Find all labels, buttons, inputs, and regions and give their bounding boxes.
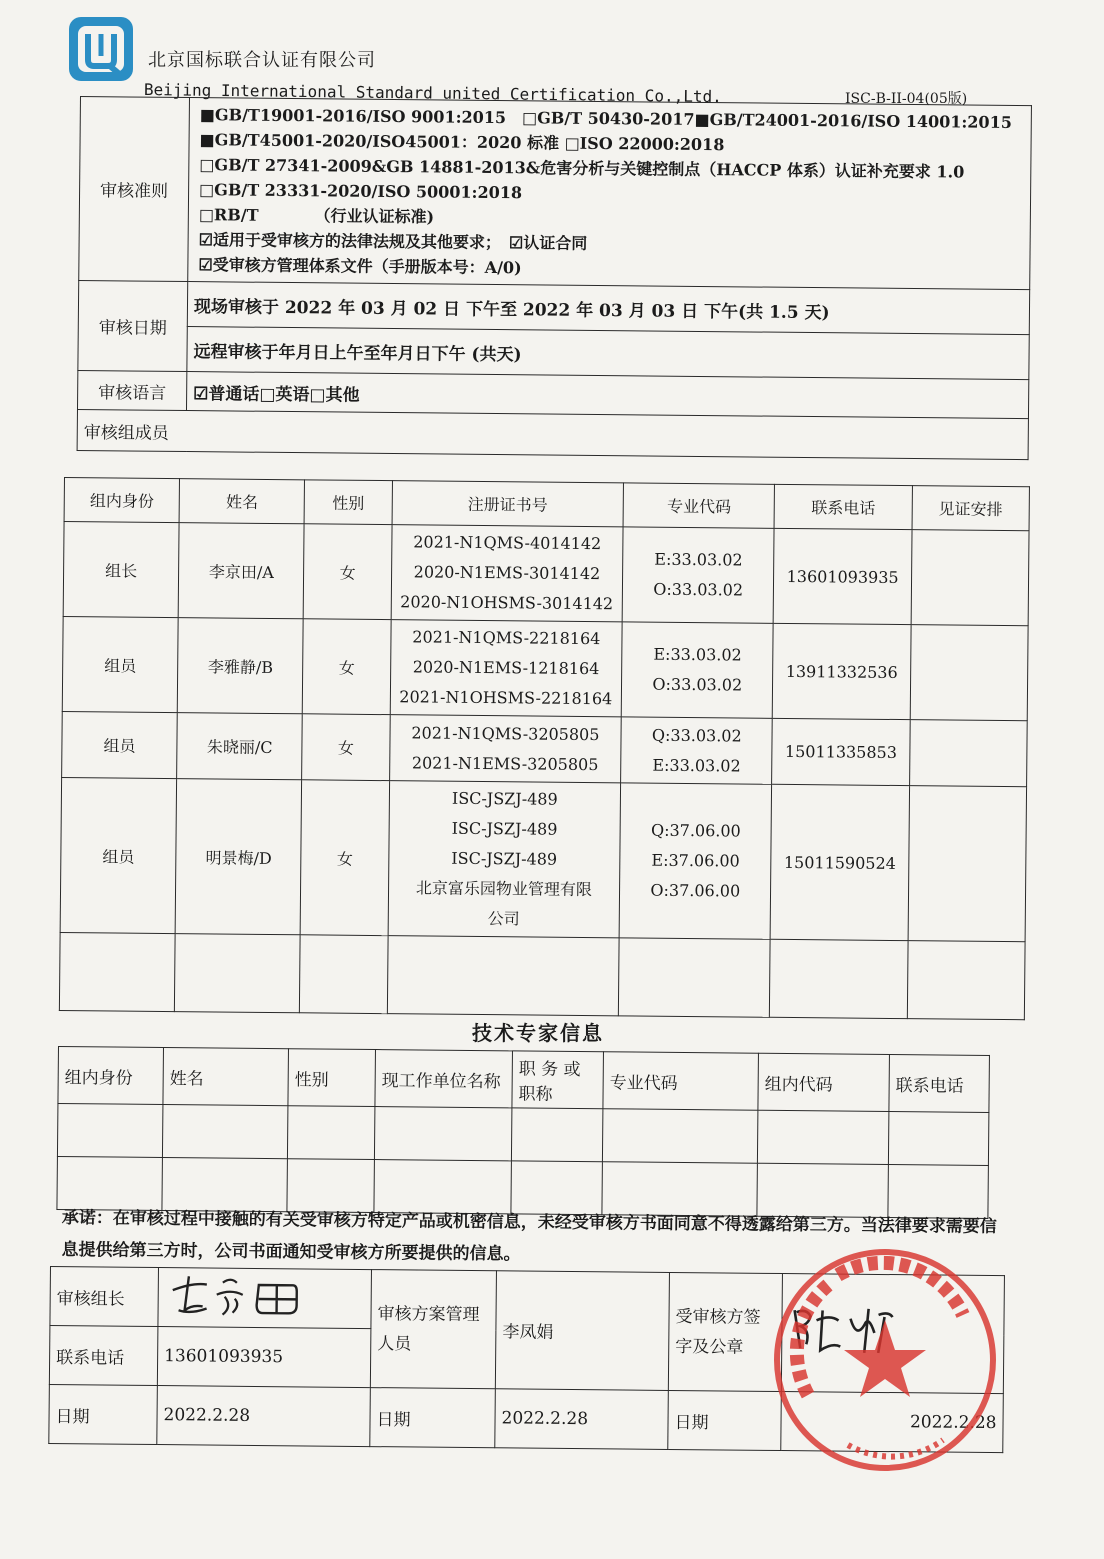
specialty-code: O:37.06.00 — [650, 880, 741, 901]
auditee-label: 受审核方签字及公章 — [668, 1272, 782, 1391]
member-role: 组员 — [60, 777, 177, 933]
cert-number: 2021-N1EMS-3205805 — [411, 752, 599, 774]
cert-number: ISC-JSZJ-489 — [451, 788, 558, 809]
team-header-gender: 性别 — [305, 480, 393, 525]
specialty-code: E:33.03.02 — [654, 549, 743, 570]
team-header-name: 姓名 — [179, 479, 305, 524]
member-codes — [621, 717, 773, 784]
member-gender: 女 — [304, 524, 392, 620]
criteria-line: ■GB/T45001-2020/ISO45001：2020 标准 □ISO 22000:2018 — [199, 130, 725, 155]
cert-number: 2021-N1OHSMS-2218164 — [399, 687, 613, 709]
member-witness — [909, 720, 1027, 787]
cert-number: 2021-N1QMS-4014142 — [413, 532, 602, 554]
criteria-label: 审核准则 — [79, 97, 190, 282]
leader-signature — [165, 1272, 305, 1319]
promise-label: 承诺： — [61, 1207, 113, 1229]
team-header-phone: 联系电话 — [774, 484, 912, 529]
member-name: 朱晓丽/C — [177, 713, 303, 780]
member-certs — [390, 620, 622, 717]
form-code: ISC-B-II-04(05版) — [845, 91, 968, 107]
specialty-code: O:33.03.02 — [653, 579, 744, 600]
member-role: 组员 — [62, 616, 178, 712]
member-certs — [391, 525, 623, 622]
member-name: 明景梅/D — [175, 779, 302, 935]
expert-section-title: 技术专家信息 — [472, 1021, 604, 1045]
specialty-code: Q:37.06.00 — [650, 820, 741, 841]
cert-number: ISC-JSZJ-489 — [451, 848, 558, 869]
audit-info-table — [77, 96, 1032, 460]
expert-header-code: 专业代码 — [603, 1052, 759, 1110]
onsite-audit-date: 现场审核于 2022 年 03 月 02 日 下午至 2022 年 03 月 03 日 下午(共 1.5 天) — [187, 282, 1029, 335]
expert-header-role: 组内身份 — [58, 1047, 164, 1105]
criteria-line: ■GB/T19001-2016/ISO 9001:2015 □GB/T 50430-2017■GB/T24001-2016/ISO 14001:2015 — [199, 105, 1012, 132]
team-header-code: 专业代码 — [623, 483, 775, 528]
cert-number: 2020-N1EMS-3014142 — [413, 562, 601, 584]
auditee-date: 2022.2.28 — [781, 1392, 1004, 1453]
specialty-code: Q:33.03.02 — [651, 725, 742, 746]
plan-date: 2022.2.28 — [495, 1389, 669, 1450]
criteria-line: ☑适用于受审核方的法律法规及其他要求； ☑认证合同 — [198, 230, 588, 253]
table-row — [59, 932, 1025, 1019]
member-phone: 15011590524 — [771, 784, 910, 940]
audit-language-value: ☑普通话□英语□其他 — [186, 372, 1028, 419]
plan-manager-label: 审核方案管理人员 — [370, 1270, 496, 1389]
member-witness — [910, 625, 1028, 721]
table-row — [62, 711, 1028, 786]
criteria-line: □GB/T 23331-2020/ISO 50001:2018 — [199, 180, 523, 203]
specialty-code: O:33.03.02 — [652, 674, 743, 695]
specialty-code: E:33.03.02 — [653, 644, 742, 665]
audit-language-label: 审核语言 — [77, 370, 186, 410]
expert-header-title: 职 务 或职称 — [512, 1051, 604, 1109]
remote-audit-date: 远程审核于年月日上午至年月日下午 (共天) — [187, 327, 1029, 380]
isc-logo-icon — [66, 14, 136, 84]
member-name: 李京田/A — [178, 523, 304, 619]
member-phone: 13911332536 — [773, 623, 911, 719]
member-gender: 女 — [302, 714, 390, 781]
plan-manager-name: 李凤娟 — [495, 1271, 669, 1391]
team-label: 审核组成员 — [77, 409, 1028, 459]
company-name-cn: 北京国标联合认证有限公司 — [148, 50, 376, 71]
leader-date-label: 日期 — [49, 1384, 158, 1444]
table-row — [63, 522, 1029, 626]
criteria-line: □RB/T （行业认证标准) — [198, 205, 435, 227]
cert-company: 北京富乐园物业管理有限 — [415, 878, 593, 900]
leader-phone: 13601093935 — [157, 1327, 371, 1388]
member-role: 组长 — [63, 522, 179, 618]
team-header-role: 组内身份 — [64, 478, 180, 523]
company-seal-icon — [768, 1245, 1003, 1475]
cert-number: 2020-N1EMS-1218164 — [412, 657, 600, 679]
criteria-content — [188, 98, 1032, 290]
criteria-line: ☑受审核方管理体系文件（手册版本号：A/0) — [198, 255, 522, 278]
expert-header-phone: 联系电话 — [889, 1054, 990, 1112]
member-role: 组员 — [62, 711, 178, 778]
phone-label: 联系电话 — [49, 1326, 158, 1386]
team-header-cert: 注册证书号 — [392, 481, 624, 527]
cert-number: 2021-N1QMS-3205805 — [411, 722, 600, 744]
table-row — [60, 777, 1026, 941]
table-row — [57, 1104, 988, 1166]
criteria-line: □GB/T 27341-2009&GB 14881-2013&危害分析与关键控制点（HACCP 体系）认证补充要求 1.0 — [199, 155, 965, 182]
cert-number: ISC-JSZJ-489 — [451, 818, 558, 839]
specialty-code: E:37.06.00 — [651, 850, 740, 871]
plan-date-label: 日期 — [370, 1388, 496, 1448]
cert-number: 2021-N1QMS-2218164 — [412, 627, 601, 649]
company-name-en: Beijing International Standard united Certification Co.,Ltd. — [143, 80, 722, 107]
member-codes — [622, 527, 774, 623]
expert-table — [56, 1046, 990, 1219]
leader-label: 审核组长 — [50, 1267, 159, 1327]
member-witness — [908, 786, 1027, 942]
member-certs — [388, 781, 621, 938]
audit-date-label: 审核日期 — [78, 280, 188, 371]
member-certs — [389, 715, 621, 783]
member-gender: 女 — [303, 619, 391, 715]
member-codes — [621, 622, 773, 718]
cert-number: 2020-N1OHSMS-3014142 — [400, 592, 614, 614]
specialty-code: E:33.03.02 — [652, 755, 741, 776]
expert-header-group-code: 组内代码 — [758, 1053, 890, 1111]
member-codes — [619, 783, 772, 939]
promise-text: 在审核过程中接触的有关受审核方特定产品或机密信息，未经受审核方书面同意不得透露给第三方。当法律要求需要信息提供给第三方时，公司书面通知受审核方所要提供的信息。 — [61, 1208, 997, 1265]
member-name: 李雅静/B — [177, 618, 303, 714]
member-witness — [911, 530, 1029, 626]
expert-header-gender: 性别 — [288, 1049, 376, 1107]
team-header-witness: 见证安排 — [912, 486, 1030, 531]
leader-signature-cell — [158, 1268, 372, 1329]
cert-company: 公司 — [487, 909, 520, 929]
team-table — [59, 477, 1030, 1020]
auditee-date-label: 日期 — [668, 1390, 782, 1450]
table-row — [62, 616, 1028, 720]
member-gender: 女 — [301, 780, 390, 936]
member-phone: 13601093935 — [774, 528, 912, 624]
member-phone: 15011335853 — [772, 718, 910, 785]
leader-date: 2022.2.28 — [157, 1386, 371, 1447]
expert-header-name: 姓名 — [163, 1048, 289, 1106]
expert-header-employer: 现工作单位名称 — [375, 1050, 513, 1108]
